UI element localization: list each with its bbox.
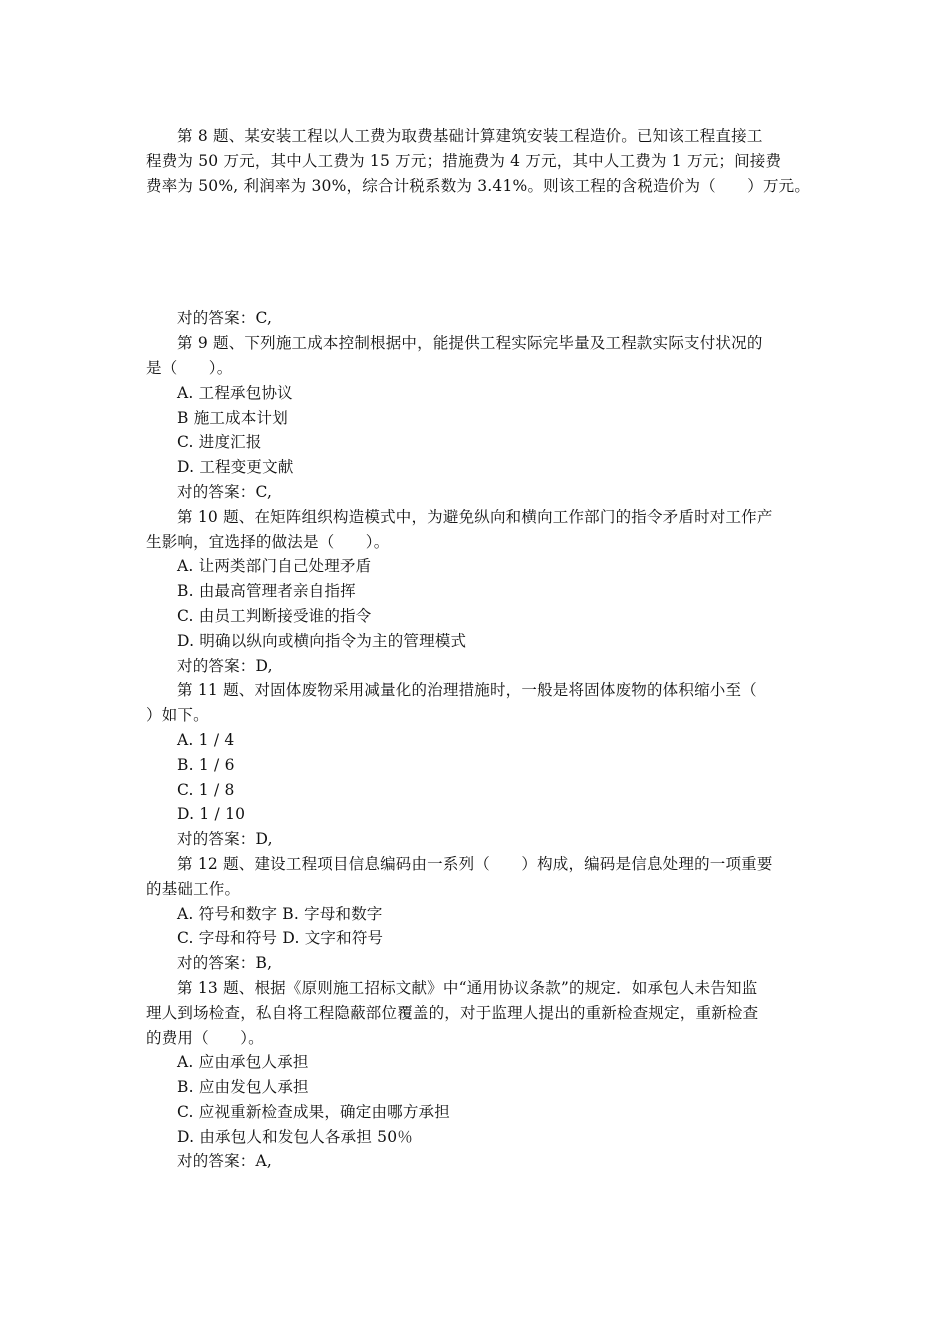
answer-line: 对的答案：B, <box>177 954 273 973</box>
blank-space <box>146 198 808 306</box>
question-11 <box>146 678 808 852</box>
question-text: 程费为 50 万元，其中人工费为 15 万元；措施费为 4 万元，其中人工费为 1 万元；间接费 <box>146 151 782 170</box>
document-page <box>146 124 811 1174</box>
answer-line: 对的答案：D, <box>177 656 273 675</box>
question-13 <box>146 976 808 1174</box>
option: A. 让两类部门自己处理矛盾 <box>177 557 372 576</box>
question-text: ）如下。 <box>146 706 209 725</box>
option: B. 由最高管理者亲自指挥 <box>177 582 356 601</box>
question-text: 第 9 题、下列施工成本控制根据中，能提供工程实际完毕量及工程款实际支付状况的 <box>177 334 763 353</box>
option: A. 1 / 4 <box>177 730 235 749</box>
option: B 施工成本计划 <box>177 408 288 427</box>
option: A. 符号和数字 B. 字母和数字 <box>177 904 383 923</box>
question-text: 费率为 50%, 利润率为 30%，综合计税系数为 3.41%。则该工程的含税造价为（ ）万元。 <box>146 176 811 195</box>
option: D. 由承包人和发包人各承担 50％ <box>177 1127 413 1146</box>
question-10 <box>146 505 808 679</box>
option: C. 应视重新检查成果，确定由哪方承担 <box>177 1102 450 1121</box>
question-text: 的费用（ ）。 <box>146 1028 264 1047</box>
question-text: 的基础工作。 <box>146 879 241 898</box>
question-text: 第 13 题、根据《原则施工招标文献》中“通用协议条款”的规定．如承包人未告知监 <box>177 978 758 997</box>
answer-line: 对的答案：A, <box>177 1152 273 1171</box>
option: B. 应由发包人承担 <box>177 1078 309 1097</box>
option: C. 字母和符号 D. 文字和符号 <box>177 929 384 948</box>
answer-line: 对的答案：C, <box>177 482 273 501</box>
option: C. 由员工判断接受谁的指令 <box>177 606 372 625</box>
option: A. 应由承包人承担 <box>177 1053 309 1072</box>
question-text: 第 8 题、某安装工程以人工费为取费基础计算建筑安装工程造价。已知该工程直接工 <box>177 127 763 145</box>
option: D. 工程变更文献 <box>177 458 294 477</box>
option: D. 1 / 10 <box>177 805 246 824</box>
question-text: 生影响，宜选择的做法是（ ）。 <box>146 532 390 551</box>
answer-line: 对的答案：D, <box>177 830 273 849</box>
question-text: 第 11 题、对固体废物采用减量化的治理措施时，一般是将固体废物的体积缩小至（ <box>177 681 757 700</box>
answer-line: 对的答案：C, <box>177 309 273 328</box>
question-text: 第 10 题、在矩阵组织构造模式中，为避免纵向和横向工作部门的指令矛盾时对工作产 <box>177 507 773 526</box>
question-text: 第 12 题、建设工程项目信息编码由一系列（ ）构成，编码是信息处理的一项重要 <box>177 854 773 873</box>
question-8 <box>146 124 811 198</box>
question-9 <box>146 331 808 505</box>
option: C. 进度汇报 <box>177 433 262 452</box>
question-text: 理人到场检查，私自将工程隐蔽部位覆盖的，对于监理人提出的重新检查规定，重新检查 <box>146 1003 759 1022</box>
option: D. 明确以纵向或横向指令为主的管理模式 <box>177 631 467 650</box>
option: B. 1 / 6 <box>177 755 235 774</box>
question-text: 是（ ）。 <box>146 358 233 377</box>
option: A. 工程承包协议 <box>177 383 293 402</box>
option: C. 1 / 8 <box>177 780 235 799</box>
question-12 <box>146 852 808 976</box>
